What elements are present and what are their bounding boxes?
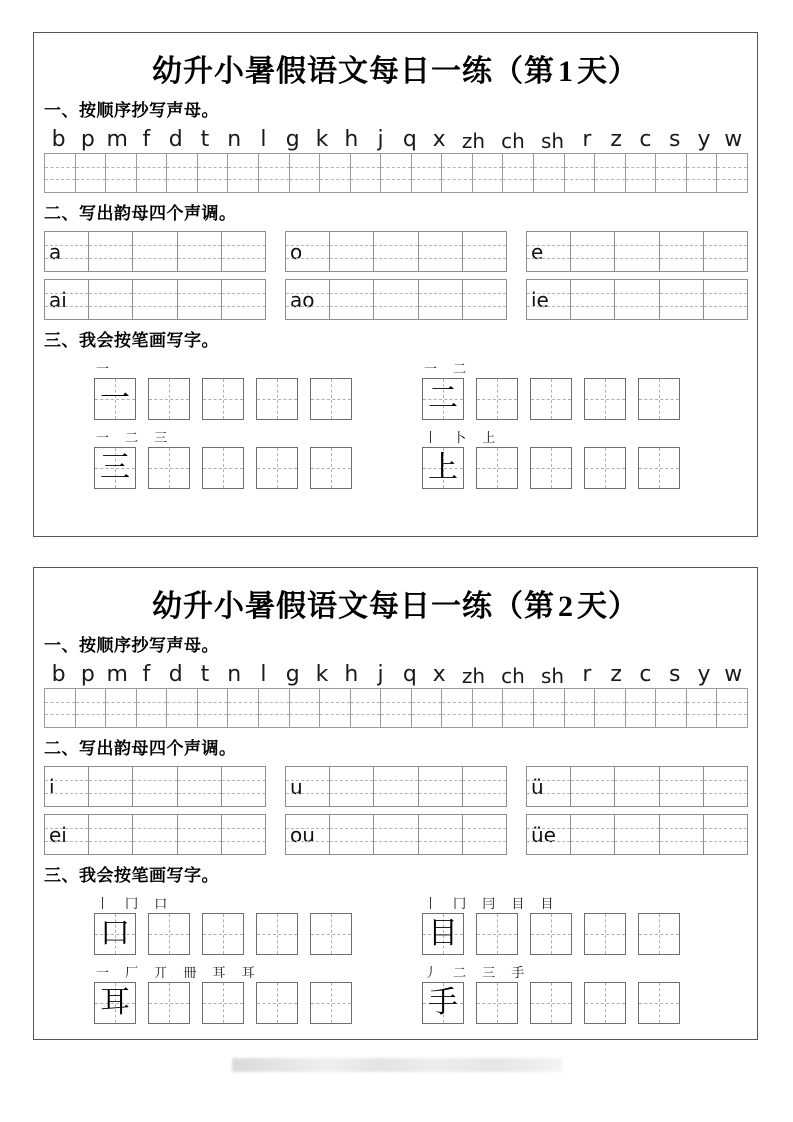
vowel-write-cell[interactable] xyxy=(374,815,418,854)
vowel-write-cell[interactable] xyxy=(178,232,222,271)
vowel-write-cell[interactable] xyxy=(178,280,222,319)
model-character: 二 xyxy=(428,381,458,416)
tianzige-write-box[interactable] xyxy=(310,378,352,420)
pinyin-write-cell[interactable] xyxy=(687,689,718,727)
pinyin-write-cell[interactable] xyxy=(45,154,76,192)
tianzige-write-box[interactable] xyxy=(476,913,518,955)
tianzige-write-box[interactable] xyxy=(584,982,626,1024)
character-practice-row-2 xyxy=(34,430,757,489)
consonant-letter: m xyxy=(106,662,128,687)
consonant-letter: b xyxy=(51,127,66,152)
consonant-letter: y xyxy=(697,662,711,687)
vowel-write-cell[interactable] xyxy=(374,232,418,271)
tianzige-write-box[interactable] xyxy=(256,982,298,1024)
redaction-watermark-bar xyxy=(232,1058,562,1072)
vowel-write-cell[interactable] xyxy=(571,280,615,319)
tianzige-model-box xyxy=(94,982,136,1024)
consonant-letter: c xyxy=(639,662,652,687)
vowel-write-cell[interactable] xyxy=(374,280,418,319)
vowel-write-cell[interactable] xyxy=(660,232,704,271)
tianzige-row xyxy=(94,913,404,955)
pinyin-write-cell[interactable] xyxy=(198,154,229,192)
vowel-write-cell[interactable] xyxy=(615,767,659,806)
tianzige-write-box[interactable] xyxy=(476,982,518,1024)
vowel-label: ie xyxy=(531,287,549,312)
tianzige-write-box[interactable] xyxy=(148,378,190,420)
section-2-heading: 二、写出韵母四个声调。 xyxy=(44,739,237,758)
pinyin-write-cell[interactable] xyxy=(137,689,168,727)
vowel-write-cell[interactable] xyxy=(571,815,615,854)
tianzige-write-box[interactable] xyxy=(148,982,190,1024)
title-day-number: 1 xyxy=(558,55,574,88)
vowel-write-cell[interactable] xyxy=(89,280,133,319)
vowel-prompt-cell xyxy=(45,232,89,271)
pinyin-write-cell[interactable] xyxy=(595,154,626,192)
stroke-order-hint: 丨 冂 冃 目 目 xyxy=(424,897,560,912)
pinyin-write-cell[interactable] xyxy=(351,689,382,727)
model-character: 手 xyxy=(428,985,458,1020)
vowel-label: e xyxy=(531,239,544,264)
vowel-write-cell[interactable] xyxy=(330,280,374,319)
pinyin-write-cell[interactable] xyxy=(412,154,443,192)
pinyin-write-cell[interactable] xyxy=(412,689,443,727)
pinyin-write-cell[interactable] xyxy=(76,154,107,192)
consonant-letter: j xyxy=(377,662,384,687)
consonant-letter: d xyxy=(168,127,183,152)
character-practice-group xyxy=(422,896,732,955)
model-character: 口 xyxy=(100,916,130,951)
consonant-letter: zh xyxy=(461,664,486,688)
consonant-letter: r xyxy=(582,662,592,687)
pinyin-write-cell[interactable] xyxy=(198,689,229,727)
consonant-letter: g xyxy=(285,662,300,687)
vowel-label: üe xyxy=(531,822,556,847)
consonant-letter: l xyxy=(260,662,267,687)
vowel-write-cell[interactable] xyxy=(89,232,133,271)
consonant-letter: b xyxy=(51,662,66,687)
consonant-letter: z xyxy=(610,127,622,152)
tianzige-write-box[interactable] xyxy=(310,913,352,955)
vowel-write-cell[interactable] xyxy=(704,232,748,271)
pinyin-write-cell[interactable] xyxy=(565,154,596,192)
tianzige-write-box[interactable] xyxy=(584,447,626,489)
pinyin-write-cell[interactable] xyxy=(503,689,534,727)
page-title-2 xyxy=(34,581,757,625)
worksheet-page-1 xyxy=(33,32,758,537)
tianzige-write-box[interactable] xyxy=(584,378,626,420)
vowel-label: ai xyxy=(49,287,67,312)
vowel-label: ei xyxy=(49,822,67,847)
tianzige-row xyxy=(94,378,404,420)
vowel-prompt-cell xyxy=(527,815,571,854)
vowel-write-cell[interactable] xyxy=(133,280,177,319)
vowel-label: u xyxy=(290,774,303,799)
character-practice-group xyxy=(94,896,404,955)
pinyin-write-cell[interactable] xyxy=(290,689,321,727)
tianzige-write-box[interactable] xyxy=(638,913,680,955)
tianzige-model-box xyxy=(422,913,464,955)
consonant-letter: n xyxy=(227,662,242,687)
consonant-letter: k xyxy=(315,127,329,152)
consonant-letter: z xyxy=(610,662,622,687)
tianzige-write-box[interactable] xyxy=(530,982,572,1024)
tianzige-model-box xyxy=(94,378,136,420)
character-practice-group xyxy=(94,430,404,489)
tianzige-write-box[interactable] xyxy=(638,378,680,420)
pinyin-write-cell[interactable] xyxy=(626,154,657,192)
consonant-letter: h xyxy=(344,662,359,687)
consonant-letter: f xyxy=(142,662,151,687)
consonant-letter: sh xyxy=(540,664,565,688)
vowel-write-cell[interactable] xyxy=(222,815,266,854)
vowel-write-cell[interactable] xyxy=(571,767,615,806)
pinyin-four-line-grid[interactable] xyxy=(44,153,748,193)
pinyin-write-cell[interactable] xyxy=(534,689,565,727)
tianzige-row xyxy=(422,378,732,420)
vowel-label: i xyxy=(49,774,55,799)
tianzige-write-box[interactable] xyxy=(476,378,518,420)
tianzige-write-box[interactable] xyxy=(202,378,244,420)
vowel-tone-group xyxy=(285,766,507,807)
tianzige-row xyxy=(94,447,404,489)
pinyin-write-cell[interactable] xyxy=(320,689,351,727)
consonant-letter: c xyxy=(639,127,652,152)
tianzige-write-box[interactable] xyxy=(256,913,298,955)
pinyin-write-cell[interactable] xyxy=(167,154,198,192)
tianzige-write-box[interactable] xyxy=(202,913,244,955)
vowel-tone-group xyxy=(285,231,507,272)
pinyin-write-cell[interactable] xyxy=(503,154,534,192)
pinyin-write-cell[interactable] xyxy=(259,689,290,727)
pinyin-write-cell[interactable] xyxy=(106,689,137,727)
consonant-letter: n xyxy=(227,127,242,152)
vowel-write-cell[interactable] xyxy=(222,280,266,319)
vowel-tone-group xyxy=(526,279,748,320)
consonant-letter: y xyxy=(697,127,711,152)
vowel-write-cell[interactable] xyxy=(222,767,266,806)
consonant-letter: h xyxy=(344,127,359,152)
section-1-heading: 一、按顺序抄写声母。 xyxy=(44,636,219,655)
pinyin-write-cell[interactable] xyxy=(656,689,687,727)
pinyin-write-cell[interactable] xyxy=(320,154,351,192)
consonant-letter: d xyxy=(168,662,183,687)
tianzige-write-box[interactable] xyxy=(256,378,298,420)
tianzige-row xyxy=(422,913,732,955)
vowel-tone-row-1 xyxy=(44,231,748,272)
tianzige-model-box xyxy=(422,447,464,489)
vowel-tone-group xyxy=(285,279,507,320)
consonant-letter: x xyxy=(432,662,446,687)
tianzige-write-box[interactable] xyxy=(530,913,572,955)
consonant-letter: t xyxy=(200,127,210,152)
stroke-order-hint: 一 xyxy=(96,362,116,377)
vowel-write-cell[interactable] xyxy=(419,767,463,806)
pinyin-write-cell[interactable] xyxy=(442,689,473,727)
pinyin-four-line-grid[interactable] xyxy=(44,688,748,728)
vowel-write-cell[interactable] xyxy=(178,815,222,854)
pinyin-write-cell[interactable] xyxy=(137,154,168,192)
vowel-prompt-cell xyxy=(286,815,330,854)
vowel-prompt-cell xyxy=(45,280,89,319)
title-prefix: 幼升小暑假语文每日一练（第 xyxy=(152,55,555,88)
pinyin-write-cell[interactable] xyxy=(106,154,137,192)
tianzige-write-box[interactable] xyxy=(148,913,190,955)
vowel-write-cell[interactable] xyxy=(463,232,507,271)
tianzige-write-box[interactable] xyxy=(530,447,572,489)
consonant-letter: l xyxy=(260,127,267,152)
consonant-letter: p xyxy=(80,127,95,152)
vowel-label: ü xyxy=(531,774,544,799)
pinyin-write-cell[interactable] xyxy=(442,154,473,192)
tianzige-write-box[interactable] xyxy=(638,447,680,489)
vowel-tone-group xyxy=(44,814,266,855)
pinyin-write-cell[interactable] xyxy=(687,154,718,192)
tianzige-write-box[interactable] xyxy=(584,913,626,955)
pinyin-write-cell[interactable] xyxy=(626,689,657,727)
vowel-write-cell[interactable] xyxy=(330,815,374,854)
vowel-tone-group xyxy=(526,814,748,855)
character-practice-row-1 xyxy=(34,361,757,420)
model-character: 上 xyxy=(428,450,458,485)
pinyin-write-cell[interactable] xyxy=(228,689,259,727)
vowel-write-cell[interactable] xyxy=(178,767,222,806)
title-suffix: 天） xyxy=(577,590,639,623)
character-practice-group xyxy=(422,965,732,1020)
vowel-write-cell[interactable] xyxy=(330,767,374,806)
consonant-letter: s xyxy=(668,127,681,152)
tianzige-write-box[interactable] xyxy=(148,447,190,489)
stroke-order-hint: 丿 二 三 手 xyxy=(424,966,531,981)
vowel-write-cell[interactable] xyxy=(615,815,659,854)
stroke-order-hint: 丨 冂 口 xyxy=(96,897,174,912)
section-1-heading: 一、按顺序抄写声母。 xyxy=(44,101,219,120)
vowel-write-cell[interactable] xyxy=(222,232,266,271)
vowel-write-cell[interactable] xyxy=(89,767,133,806)
tianzige-model-box xyxy=(94,447,136,489)
pinyin-write-cell[interactable] xyxy=(351,154,382,192)
consonant-letter: ch xyxy=(501,129,525,153)
consonant-letter: s xyxy=(668,662,681,687)
consonant-letter: w xyxy=(724,662,743,687)
pinyin-write-cell[interactable] xyxy=(717,154,748,192)
vowel-write-cell[interactable] xyxy=(615,280,659,319)
character-practice-row-1 xyxy=(34,896,757,955)
model-character: 一 xyxy=(100,381,130,416)
pinyin-write-cell[interactable] xyxy=(595,689,626,727)
character-practice-group xyxy=(422,430,732,489)
model-character: 三 xyxy=(100,450,130,485)
vowel-prompt-cell xyxy=(286,232,330,271)
vowel-tone-row-2 xyxy=(44,279,748,320)
character-practice-group xyxy=(94,361,404,420)
vowel-label: ou xyxy=(290,822,315,847)
tianzige-write-box[interactable] xyxy=(530,378,572,420)
vowel-write-cell[interactable] xyxy=(660,767,704,806)
consonant-letter: g xyxy=(285,127,300,152)
vowel-tone-group xyxy=(526,766,748,807)
tianzige-row xyxy=(422,982,732,1020)
vowel-tone-group xyxy=(44,231,266,272)
tianzige-row xyxy=(94,982,404,1020)
consonant-letters-row xyxy=(44,123,748,151)
worksheet-page-2 xyxy=(33,567,758,1040)
title-prefix: 幼升小暑假语文每日一练（第 xyxy=(152,590,555,623)
vowel-write-cell[interactable] xyxy=(660,815,704,854)
vowel-write-cell[interactable] xyxy=(463,280,507,319)
vowel-write-cell[interactable] xyxy=(133,767,177,806)
tianzige-row xyxy=(422,447,732,489)
vowel-prompt-cell xyxy=(527,232,571,271)
vowel-label: o xyxy=(290,239,303,264)
vowel-tone-row-1 xyxy=(44,766,748,807)
consonant-letter: t xyxy=(200,662,210,687)
vowel-tone-group xyxy=(526,231,748,272)
vowel-write-cell[interactable] xyxy=(463,815,507,854)
vowel-label: ao xyxy=(290,287,315,312)
pinyin-write-cell[interactable] xyxy=(76,689,107,727)
consonant-letters-row xyxy=(44,658,748,686)
vowel-write-cell[interactable] xyxy=(704,815,748,854)
stroke-order-hint: 一 二 三 xyxy=(96,431,174,446)
tianzige-write-box[interactable] xyxy=(638,982,680,1024)
consonant-letter: w xyxy=(724,127,743,152)
consonant-letter: sh xyxy=(540,129,565,153)
tianzige-write-box[interactable] xyxy=(476,447,518,489)
vowel-prompt-cell xyxy=(527,280,571,319)
pinyin-write-cell[interactable] xyxy=(473,154,504,192)
tianzige-model-box xyxy=(422,982,464,1024)
vowel-write-cell[interactable] xyxy=(330,232,374,271)
consonant-letter: p xyxy=(80,662,95,687)
pinyin-write-cell[interactable] xyxy=(565,689,596,727)
pinyin-write-cell[interactable] xyxy=(473,689,504,727)
pinyin-write-cell[interactable] xyxy=(45,689,76,727)
vowel-write-cell[interactable] xyxy=(615,232,659,271)
vowel-prompt-cell xyxy=(45,815,89,854)
vowel-tone-row-2 xyxy=(44,814,748,855)
vowel-tone-group xyxy=(44,766,266,807)
tianzige-write-box[interactable] xyxy=(256,447,298,489)
pinyin-write-cell[interactable] xyxy=(381,689,412,727)
vowel-tone-group xyxy=(285,814,507,855)
consonant-letter: f xyxy=(142,127,151,152)
section-2-heading: 二、写出韵母四个声调。 xyxy=(44,204,237,223)
pinyin-write-cell[interactable] xyxy=(656,154,687,192)
vowel-write-cell[interactable] xyxy=(660,280,704,319)
vowel-prompt-cell xyxy=(286,767,330,806)
title-suffix: 天） xyxy=(577,55,639,88)
vowel-write-cell[interactable] xyxy=(89,815,133,854)
vowel-prompt-cell xyxy=(286,280,330,319)
vowel-tone-group xyxy=(44,279,266,320)
stroke-order-hint: 丨 卜 上 xyxy=(424,431,502,446)
consonant-letter: x xyxy=(432,127,446,152)
consonant-letter: m xyxy=(106,127,128,152)
consonant-letter: r xyxy=(582,127,592,152)
tianzige-model-box xyxy=(94,913,136,955)
section-3-heading: 三、我会按笔画写字。 xyxy=(44,866,219,885)
vowel-prompt-cell xyxy=(45,767,89,806)
pinyin-write-cell[interactable] xyxy=(534,154,565,192)
pinyin-write-cell[interactable] xyxy=(717,689,748,727)
pinyin-write-cell[interactable] xyxy=(290,154,321,192)
consonant-letter: q xyxy=(402,662,417,687)
model-character: 耳 xyxy=(100,985,130,1020)
vowel-write-cell[interactable] xyxy=(374,767,418,806)
stroke-order-hint: 一 厂 丌 冊 耳 耳 xyxy=(96,966,261,981)
stroke-order-hint: 一 二 xyxy=(424,362,473,377)
tianzige-model-box xyxy=(422,378,464,420)
vowel-write-cell[interactable] xyxy=(463,767,507,806)
vowel-write-cell[interactable] xyxy=(133,232,177,271)
vowel-write-cell[interactable] xyxy=(571,232,615,271)
character-practice-row-2 xyxy=(34,965,757,1020)
tianzige-write-box[interactable] xyxy=(310,982,352,1024)
model-character: 目 xyxy=(428,916,458,951)
consonant-letter: ch xyxy=(501,664,525,688)
section-3-heading: 三、我会按笔画写字。 xyxy=(44,331,219,350)
tianzige-write-box[interactable] xyxy=(202,982,244,1024)
vowel-prompt-cell xyxy=(527,767,571,806)
title-day-number: 2 xyxy=(558,590,574,623)
vowel-write-cell[interactable] xyxy=(419,280,463,319)
vowel-write-cell[interactable] xyxy=(419,815,463,854)
pinyin-write-cell[interactable] xyxy=(259,154,290,192)
vowel-label: a xyxy=(49,239,62,264)
consonant-letter: q xyxy=(402,127,417,152)
tianzige-write-box[interactable] xyxy=(202,447,244,489)
vowel-write-cell[interactable] xyxy=(704,767,748,806)
consonant-letter: zh xyxy=(461,129,486,153)
tianzige-write-box[interactable] xyxy=(310,447,352,489)
vowel-write-cell[interactable] xyxy=(704,280,748,319)
pinyin-write-cell[interactable] xyxy=(228,154,259,192)
pinyin-write-cell[interactable] xyxy=(381,154,412,192)
consonant-letter: j xyxy=(377,127,384,152)
character-practice-group xyxy=(94,965,404,1020)
consonant-letter: k xyxy=(315,662,329,687)
vowel-write-cell[interactable] xyxy=(419,232,463,271)
vowel-write-cell[interactable] xyxy=(133,815,177,854)
character-practice-group xyxy=(422,361,732,420)
page-title-1 xyxy=(34,46,757,90)
pinyin-write-cell[interactable] xyxy=(167,689,198,727)
